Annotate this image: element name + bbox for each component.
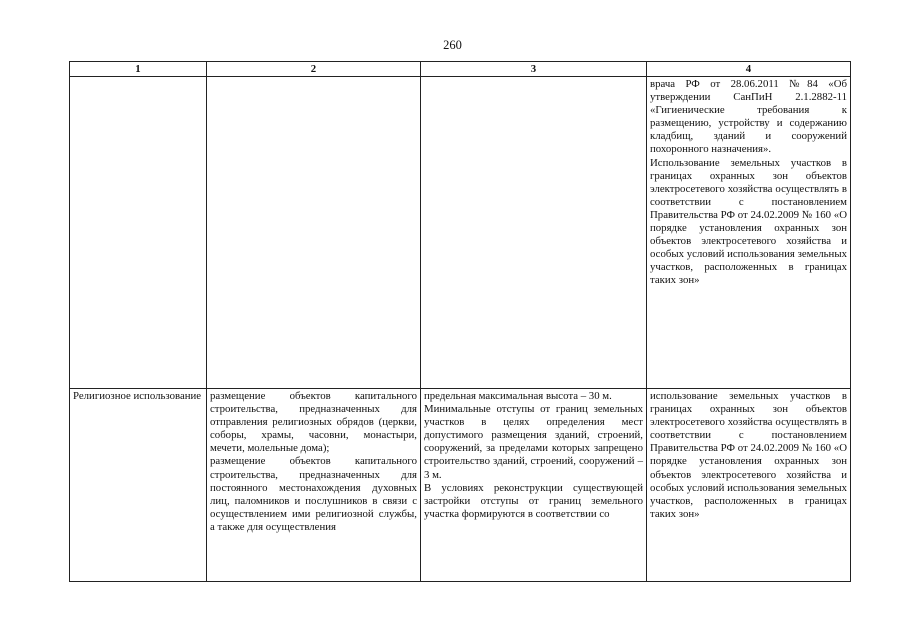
row1-cell-3 [421, 77, 647, 389]
row2-cell-4: использование земельных участков в границах охранных зон объектов электросетевого хозяйства осуществлять в соответствии с постановлением Правительства РФ от 24.02.2009 № 160 «О порядке установления охранных зон объектов электросетевого хозяйства и особых условий использования земельных участков, расположенных в границах таких зон» [647, 389, 851, 582]
row2-cell-3 [421, 389, 647, 582]
table-header-row [70, 62, 851, 77]
row2-cell-3-paragraph-3: В условиях реконструкции существующей застройки отступы от границ земельного участка формируются в соответствии со [424, 481, 643, 520]
column-header-4: 4 [647, 62, 851, 77]
table-row [70, 389, 851, 582]
table-row [70, 77, 851, 389]
page-number: 260 [443, 38, 462, 52]
zoning-table [69, 61, 851, 582]
row2-cell-3-paragraph-2: Минимальные отступы от границ земельных участков в целях определения мест допустимого размещения зданий, строений, сооружений, за пределами которых запрещено строительство зданий, строений, сооружений – 3 м. [424, 403, 643, 481]
row1-cell-1 [70, 77, 207, 389]
column-header-3: 3 [421, 62, 647, 77]
row2-cell-2-paragraph-1: размещение объектов капитального строительства, предназначенных для отправления религиозных обрядов (церкви, соборы, храмы, часовни, монастыри, мечети, молельные дома); [210, 390, 417, 455]
row2-cell-3-paragraph-1: предельная максимальная высота – 30 м. [424, 390, 612, 402]
row2-cell-2 [207, 389, 421, 582]
row1-cell-2 [207, 77, 421, 389]
row2-cell-2-paragraph-2: размещение объектов капитального строительства, предназначенных для постоянного местонахождения духовных лиц, паломников и послушников в связи с осуществлением ими религиозной службы, а также для осуществления [210, 455, 417, 533]
row1-cell-4 [647, 77, 851, 389]
column-header-1: 1 [70, 62, 207, 77]
row1-cell-4-paragraph-1: врача РФ от 28.06.2011 №84 «Об утверждении СанПиН 2.1.2882-11 «Гигиенические требования к размещению, устройству и содержанию кладбищ, зданий и сооружений похоронного назначения». [650, 78, 847, 156]
column-header-2: 2 [207, 62, 421, 77]
row2-cell-1: Религиозное использование [70, 389, 207, 582]
row1-cell-4-paragraph-2: Использование земельных участков в границах охранных зон объектов электросетевого хозяйства осуществлять в соответствии с постановлением Правительства РФ от 24.02.2009 № 160 «О порядке установления охранных зон объектов электросетевого хозяйства и особых условий использования земельных участков, расположенных в границах таких зон» [650, 156, 847, 287]
